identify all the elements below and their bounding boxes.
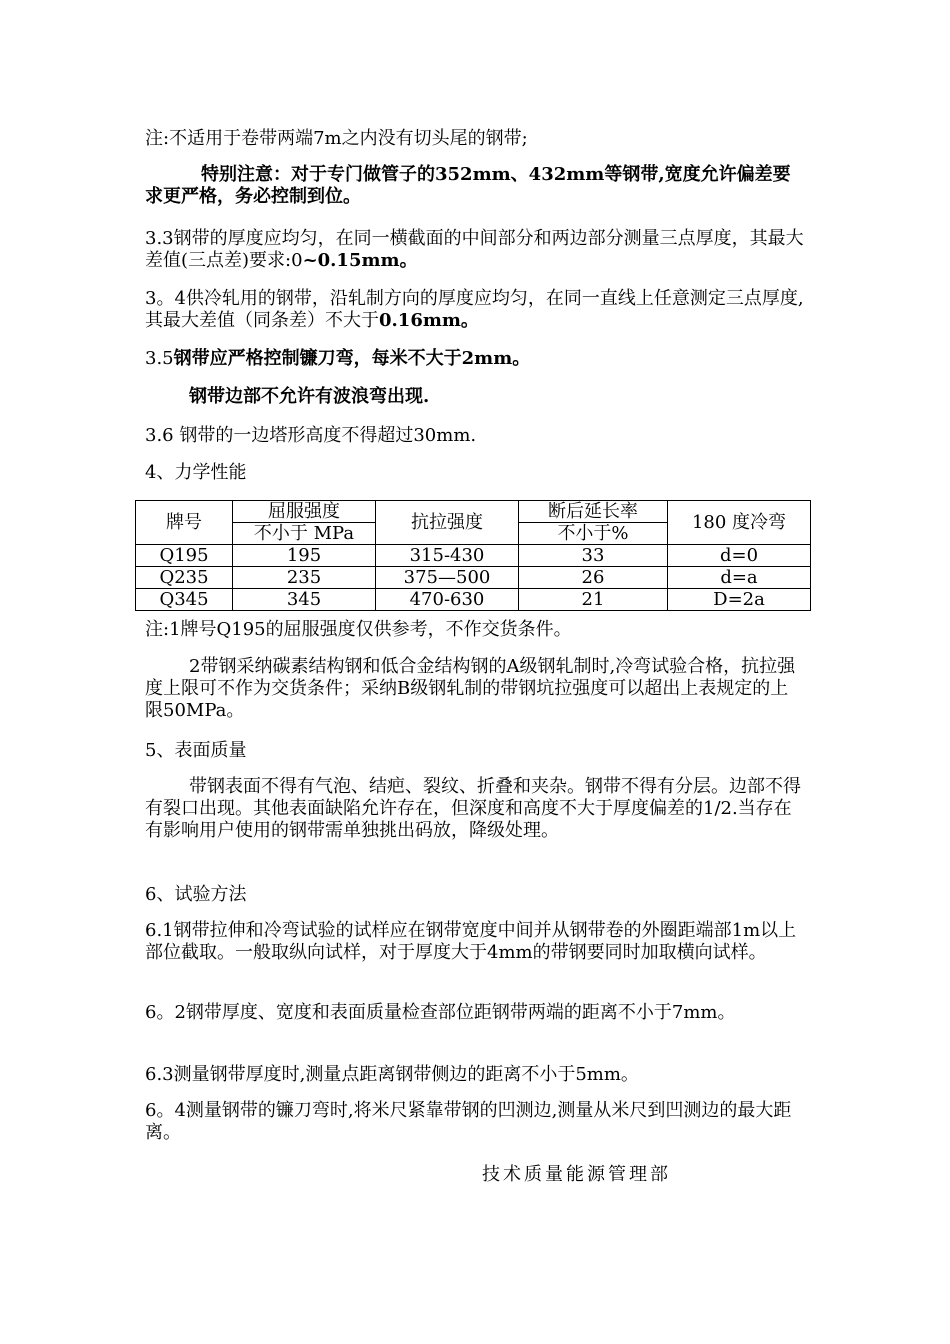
cell-elongation: 21 [519, 589, 668, 611]
section-3-5-wave: 钢带边部不允许有波浪弯出现. [189, 386, 430, 407]
cell-yield: 345 [233, 589, 376, 611]
table-note-2: 2带钢采纳碳素结构钢和低合金结构钢的A级钢轧制时,冷弯试验合格，抗拉强度上限可不作为交货条件；采纳B级钢轧制的带钢坑拉强度可以超出上表规定的上限50MPa。 [145, 656, 796, 721]
cell-yield: 235 [233, 567, 376, 589]
section-3-5-text: 钢带应严格控制镰刀弯，每米不大于2mm。 [173, 348, 531, 369]
table-header-row [136, 501, 811, 523]
header-grade: 牌号 [136, 501, 233, 545]
section-3-4-value: 0.16mm。 [379, 310, 479, 331]
cell-elongation: 26 [519, 567, 668, 589]
cell-tensile: 375—500 [376, 567, 519, 589]
header-tensile: 抗拉强度 [376, 501, 519, 545]
cell-bend: D=2a [668, 589, 811, 611]
header-elongation-sub: 不小于% [519, 523, 668, 545]
signature-department: 技术质量能源管理部 [482, 1164, 671, 1185]
table-row [136, 545, 811, 567]
header-bend: 180 度冷弯 [668, 501, 811, 545]
section-6-1: 6.1钢带拉伸和冷弯试验的试样应在钢带宽度中间并从钢带卷的外圈距端部1m以上部位截取。一般取纵向试样，对于厚度大于4mm的带钢要同时加取横向试样。 [145, 920, 797, 963]
heading-6: 6、试验方法 [145, 884, 247, 905]
cell-tensile: 315-430 [376, 545, 519, 567]
cell-elongation: 33 [519, 545, 668, 567]
cell-yield: 195 [233, 545, 376, 567]
heading-4: 4、力学性能 [145, 462, 247, 483]
table-row [136, 567, 811, 589]
cell-tensile: 470-630 [376, 589, 519, 611]
header-yield-sub: 不小于 MPa [233, 523, 376, 545]
section-3-3-text: 3.3钢带的厚度应均匀，在同一横截面的中间部分和两边部分测量三点厚度，其最大差值(三点差)要求:0 [145, 228, 804, 271]
cell-grade: Q195 [136, 545, 233, 567]
special-note: 特别注意：对于专门做管子的352mm、432mm等钢带,宽度允许偏差要求更严格，务必控制到位。 [145, 164, 791, 207]
cell-grade: Q345 [136, 589, 233, 611]
mechanical-properties-table [135, 500, 811, 611]
cell-bend: d=a [668, 567, 811, 589]
table-note-1: 注:1牌号Q195的屈服强度仅供参考，不作交货条件。 [145, 619, 572, 640]
section-6-3: 6.3测量钢带厚度时,测量点距离钢带侧边的距离不小于5mm。 [145, 1064, 639, 1085]
section-3-4 [145, 288, 805, 332]
section-3-4-text: 3。4供冷轧用的钢带，沿轧制方向的厚度应均匀，在同一直线上任意测定三点厚度,其最大差值（同条差）不大于 [145, 288, 804, 331]
cell-grade: Q235 [136, 567, 233, 589]
section-3-6: 3.6 钢带的一边塔形高度不得超过30mm. [145, 425, 477, 446]
header-yield: 屈服强度 [233, 501, 376, 523]
header-elongation: 断后延长率 [519, 501, 668, 523]
section-3-3-value: ~0.15mm。 [302, 250, 418, 271]
section-5-body: 带钢表面不得有气泡、结疤、裂纹、折叠和夹杂。钢带不得有分层。边部不得有裂口出现。其他表面缺陷允许存在，但深度和高度不大于厚度偏差的1/2.当存在有影响用户使用的钢带需单独挑出码放，降级处理。 [145, 776, 801, 841]
heading-5: 5、表面质量 [145, 740, 247, 761]
section-3-3 [145, 228, 805, 272]
note-top: 注:不适用于卷带两端7m之内没有切头尾的钢带; [145, 128, 528, 149]
cell-bend: d=0 [668, 545, 811, 567]
section-3-5 [145, 348, 805, 370]
table-row [136, 589, 811, 611]
section-3-5-num: 3.5 [145, 348, 174, 369]
section-6-2: 6。2钢带厚度、宽度和表面质量检查部位距钢带两端的距离不小于7mm。 [145, 1002, 736, 1023]
section-6-4: 6。4测量钢带的镰刀弯时,将米尺紧靠带钢的凹测边,测量从米尺到凹测边的最大距离。 [145, 1100, 792, 1143]
